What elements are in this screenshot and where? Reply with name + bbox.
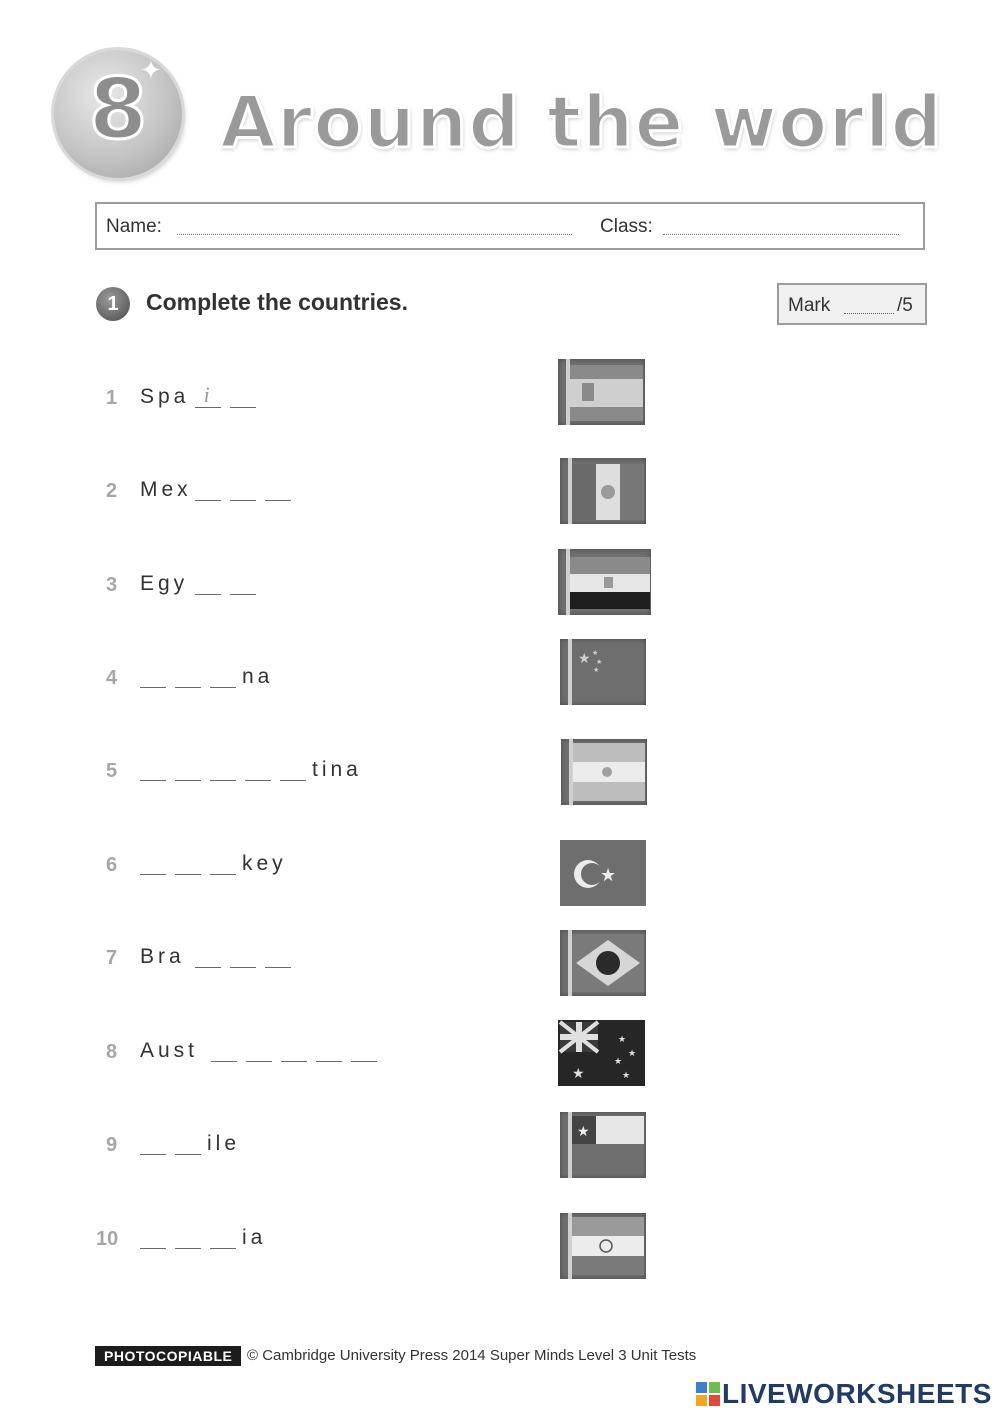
svg-text:★: ★ (618, 1035, 627, 1045)
mexico-flag-art (560, 458, 646, 524)
word-prefix: Mex (140, 478, 192, 501)
word-suffix: na (242, 665, 274, 688)
mark-box (777, 283, 927, 325)
word-prefix: Egy (140, 572, 189, 595)
chile-flag (560, 1112, 646, 1178)
item-number: 9 (106, 1134, 118, 1156)
letter-blank[interactable] (280, 780, 306, 781)
letter-blank[interactable] (175, 1154, 201, 1155)
name-class-box (95, 202, 925, 250)
letter-blank[interactable] (316, 1061, 342, 1062)
letter-blank[interactable] (140, 1154, 166, 1155)
letter-blank[interactable] (210, 780, 236, 781)
liveworksheets-brand: LIVEWORKSHEETS (722, 1378, 992, 1409)
item-number: 8 (106, 1041, 118, 1063)
letter-blank[interactable] (195, 500, 221, 501)
exercise-number-badge: 1 (96, 287, 130, 321)
australia-flag (558, 1020, 645, 1086)
liveworksheets-logo[interactable] (696, 1378, 992, 1410)
letter-blank[interactable] (195, 594, 221, 595)
letter-blank[interactable] (210, 1248, 236, 1249)
india-flag (560, 1213, 646, 1279)
china-flag (560, 639, 646, 705)
item-number: 4 (106, 667, 118, 689)
letter-blank[interactable] (265, 500, 291, 501)
argentina-flag (561, 739, 647, 805)
class-label: Class: (600, 216, 653, 237)
svg-text:★: ★ (614, 1057, 623, 1067)
item-number: 3 (106, 574, 118, 596)
letter-blank[interactable] (175, 687, 201, 688)
letter-blank[interactable] (140, 874, 166, 875)
letter-blank[interactable] (140, 687, 166, 688)
svg-text:★: ★ (600, 865, 617, 886)
svg-text:★: ★ (572, 1066, 585, 1082)
argentina-flag-art (561, 739, 647, 805)
word-prefix: Spa (140, 385, 190, 408)
item-number: 10 (96, 1228, 119, 1250)
word-prefix: Aust (140, 1039, 199, 1062)
turkey-flag-art (560, 840, 646, 906)
svg-text:★: ★ (596, 658, 603, 666)
letter-blank[interactable] (230, 967, 256, 968)
word-suffix: tina (312, 758, 362, 781)
brazil-flag (560, 930, 646, 996)
word-prefix: Bra (140, 945, 185, 968)
mark-field (844, 313, 894, 314)
unit-title: Around the world (220, 80, 944, 164)
mark-total: /5 (897, 295, 913, 316)
copyright-text: © Cambridge University Press 2014 Super Minds Level 3 Unit Tests (247, 1347, 697, 1364)
brazil-flag-art (560, 930, 646, 996)
mark-label: Mark (788, 295, 831, 316)
item-number: 5 (106, 760, 118, 782)
svg-text:★: ★ (622, 1071, 631, 1081)
letter-blank[interactable] (175, 780, 201, 781)
chile-flag-art (560, 1112, 646, 1178)
name-field[interactable] (177, 234, 572, 235)
example-answer: i (203, 382, 210, 407)
svg-text:★: ★ (628, 1049, 637, 1059)
item-number: 6 (106, 854, 118, 876)
letter-blank[interactable] (230, 594, 256, 595)
egypt-flag (558, 549, 651, 615)
item-number: 7 (106, 947, 118, 969)
letter-blank[interactable] (245, 780, 271, 781)
svg-text:★: ★ (578, 651, 591, 667)
word-suffix: ia (242, 1226, 267, 1249)
letter-blank[interactable] (195, 967, 221, 968)
svg-text:★: ★ (592, 649, 599, 657)
unit-badge (54, 50, 182, 178)
letter-blank[interactable] (211, 1061, 237, 1062)
photocopiable-tag: PHOTOCOPIABLE (95, 1346, 241, 1366)
svg-text:★: ★ (593, 666, 600, 674)
india-flag-art (560, 1213, 646, 1279)
letter-blank[interactable] (230, 407, 256, 408)
spain-flag (558, 359, 645, 425)
egypt-flag-art (558, 549, 651, 615)
sparkle-icon: ✦ (140, 56, 162, 86)
word-suffix: ile (207, 1132, 241, 1155)
letter-blank[interactable] (210, 874, 236, 875)
letter-blank[interactable] (281, 1061, 307, 1062)
letter-blank[interactable] (265, 967, 291, 968)
mexico-flag (560, 458, 646, 524)
name-label: Name: (106, 216, 162, 237)
letter-blank[interactable] (140, 1248, 166, 1249)
china-flag-art (560, 639, 646, 705)
letter-blank[interactable] (175, 874, 201, 875)
letter-blank[interactable] (140, 780, 166, 781)
letter-blank[interactable] (210, 687, 236, 688)
item-number: 1 (106, 387, 118, 409)
svg-text:★: ★ (577, 1124, 590, 1140)
word-suffix: key (242, 852, 287, 875)
liveworksheets-icon (696, 1382, 720, 1406)
australia-flag-art (558, 1020, 645, 1086)
spain-flag-art (558, 359, 645, 425)
letter-blank[interactable] (175, 1248, 201, 1249)
item-number: 2 (106, 480, 118, 502)
exercise-instruction: Complete the countries. (146, 289, 408, 315)
turkey-flag (560, 840, 646, 906)
class-field[interactable] (663, 234, 899, 235)
letter-blank[interactable] (230, 500, 256, 501)
unit-number: 8 (88, 60, 148, 158)
letter-blank[interactable] (351, 1061, 377, 1062)
letter-blank[interactable] (246, 1061, 272, 1062)
